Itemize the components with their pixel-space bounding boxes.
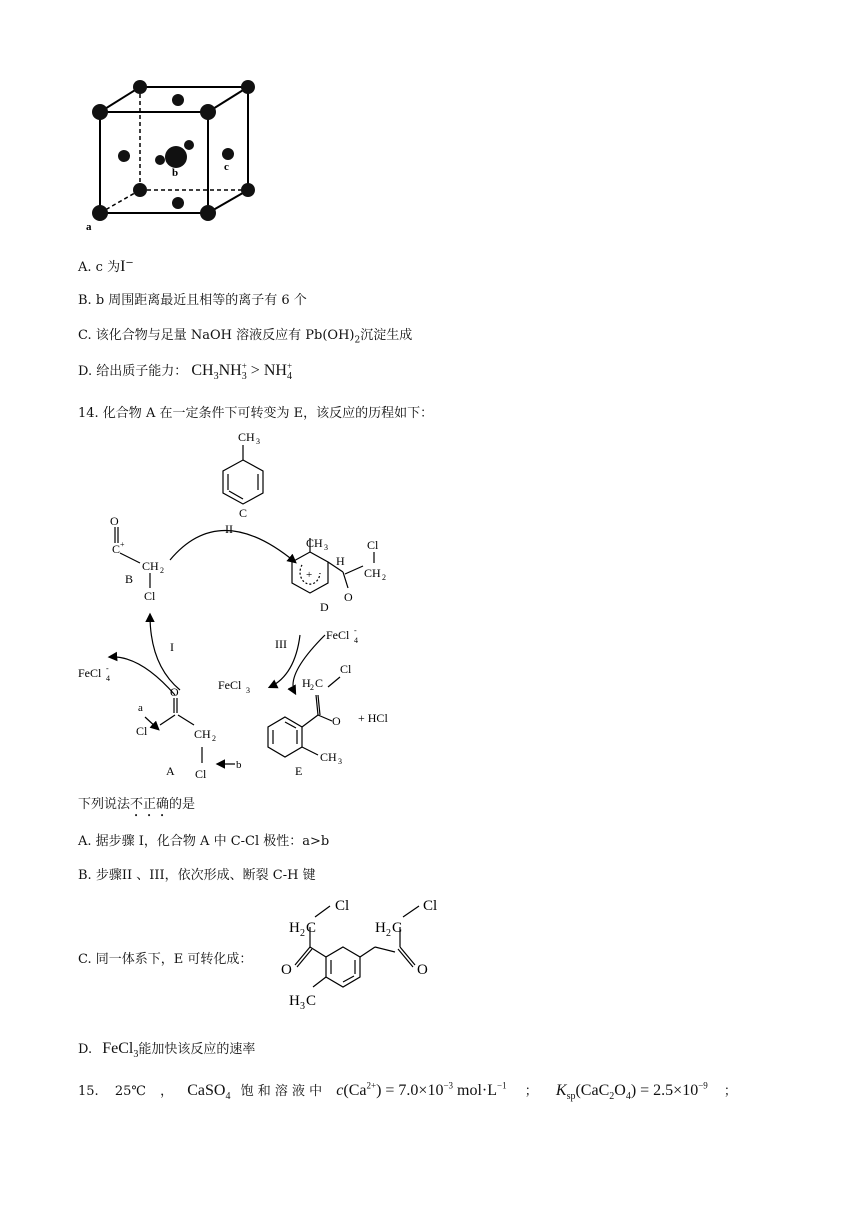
svg-text:3: 3: [256, 437, 260, 446]
svg-text:2: 2: [386, 928, 391, 939]
svg-text:a: a: [138, 702, 143, 714]
svg-text:CH: CH: [320, 750, 337, 764]
svg-text:H: H: [289, 920, 300, 936]
svg-text:FeCl: FeCl: [326, 628, 350, 642]
svg-text:H: H: [375, 920, 386, 936]
svg-text:H: H: [289, 993, 300, 1009]
svg-text:Cl: Cl: [195, 767, 207, 781]
svg-text:O: O: [281, 962, 292, 978]
label-a: a: [86, 221, 92, 233]
option-c-product-structure: [275, 892, 450, 1017]
crystal-cell-figure: [78, 70, 268, 240]
reaction-mechanism-scheme: [70, 425, 430, 790]
q13-option-b: B. b 周围距离最近且相等的离子有 6 个: [78, 293, 307, 308]
svg-text:2: 2: [310, 683, 314, 692]
svg-text:+: +: [120, 540, 125, 549]
svg-text:C: C: [315, 676, 324, 690]
label-E: E: [295, 764, 303, 778]
q15-stem: 15. 25℃ ， CaSO$_4$ 饱 和 溶 液 中 $c(Ca^{2+}) = 7.0\times 10^{-3}$ $mol\cdot L^{-1}$ ； $K_{sp}(CaC_2O_4) = 2.5\times 10^{-9}$ ；: [78, 1080, 737, 1103]
step-II: II: [225, 522, 233, 536]
svg-text:Cl: Cl: [144, 589, 156, 603]
svg-text:FeCl: FeCl: [78, 666, 102, 680]
label-D: D: [320, 600, 329, 614]
toluene-methyl: CH: [238, 430, 255, 444]
svg-text:4: 4: [354, 636, 358, 645]
svg-text:C: C: [306, 920, 317, 936]
svg-text:2: 2: [382, 573, 386, 582]
svg-text:Cl: Cl: [367, 538, 379, 552]
label-B: B: [125, 572, 134, 586]
svg-text:3: 3: [338, 757, 342, 766]
q14-option-b: B. 步骤II 、III，依次形成、断裂 C-H 键: [78, 868, 316, 883]
svg-text:2: 2: [160, 566, 164, 575]
svg-text:CH: CH: [142, 559, 159, 573]
q14-option-c: C. 同一体系下，E 可转化成：: [78, 952, 253, 967]
svg-text:CH: CH: [306, 536, 323, 550]
q13-option-d: D. 给出质子能力： $CH_3NH_3^+ > NH_4^+$: [78, 360, 293, 383]
svg-text:Cl: Cl: [423, 898, 438, 914]
step-III: III: [275, 637, 287, 651]
q14-option-d: D. FeCl$_3$能加快该反应的速率: [78, 1040, 256, 1061]
svg-text:FeCl: FeCl: [218, 678, 242, 692]
q14-stem: 14. 化合物 A 在一定条件下可转变为 E，该反应的历程如下：: [78, 406, 434, 421]
svg-text:Cl: Cl: [340, 662, 352, 676]
svg-text:C: C: [112, 542, 121, 556]
svg-text:O: O: [344, 590, 353, 604]
step-I: I: [170, 640, 174, 654]
svg-text:2: 2: [212, 734, 216, 743]
svg-text:b: b: [236, 759, 242, 771]
q13-option-a: A. c 为I−: [78, 257, 134, 275]
svg-text:CH: CH: [194, 727, 211, 741]
label-b: b: [172, 167, 179, 179]
svg-text:O: O: [332, 714, 341, 728]
svg-text:+ HCl: + HCl: [358, 711, 388, 725]
svg-text:H: H: [336, 554, 345, 568]
label-A: A: [166, 764, 175, 778]
svg-text:Cl: Cl: [136, 724, 148, 738]
svg-text:H: H: [302, 676, 311, 690]
label-c: c: [224, 161, 229, 173]
svg-text:4: 4: [106, 674, 110, 683]
svg-text:+: +: [306, 569, 313, 581]
svg-text:O: O: [170, 685, 179, 699]
svg-text:3: 3: [324, 543, 328, 552]
svg-text:3: 3: [300, 1001, 305, 1012]
label-C: C: [239, 506, 248, 520]
svg-text:C: C: [306, 993, 317, 1009]
svg-text:3: 3: [246, 686, 250, 695]
svg-text:2: 2: [300, 928, 305, 939]
q13-option-c: C. 该化合物与足量 NaOH 溶液反应有 $Pb(OH)_2$沉淀生成: [78, 328, 413, 346]
svg-text:CH: CH: [364, 566, 381, 580]
svg-text:O: O: [110, 514, 119, 528]
svg-text:-: -: [106, 664, 109, 673]
svg-text:C: C: [392, 920, 403, 936]
q14-prompt: 下列说法不正确的是: [78, 797, 196, 812]
q14-option-a: A. 据步骤 I，化合物 A 中 C-Cl 极性：a>b: [78, 834, 330, 849]
svg-text:O: O: [417, 962, 428, 978]
svg-text:-: -: [354, 626, 357, 635]
svg-text:Cl: Cl: [335, 898, 350, 914]
